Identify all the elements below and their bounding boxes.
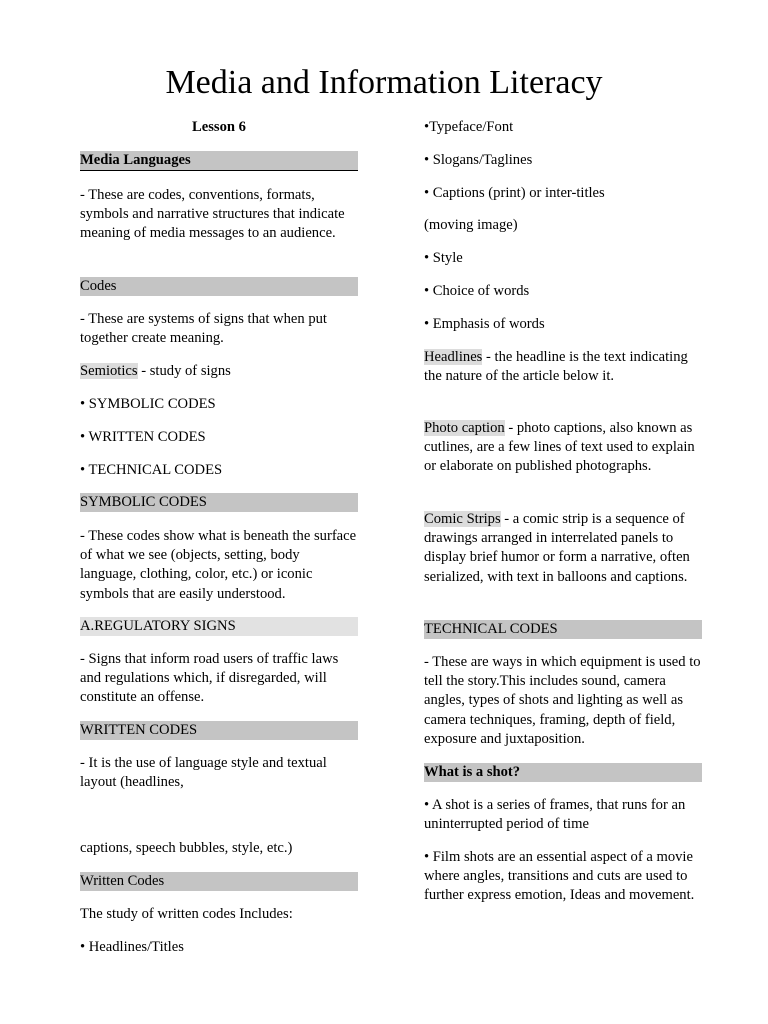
headlines-term: Headlines: [424, 349, 483, 365]
codes-text: - These are systems of signs that when put together create meaning.: [80, 311, 327, 347]
bullet-typeface: •Typeface/Font: [424, 119, 514, 135]
regulatory-signs-text: - Signs that inform road users of traffic laws and regulations which, if disregarded, will constitute an offense.: [80, 651, 339, 706]
bullet-emphasis-of-words: • Emphasis of words: [424, 316, 545, 332]
bullet-written-codes: • WRITTEN CODES: [80, 429, 206, 445]
film-shots-text: • Film shots are an essential aspect of a movie where angles, transitions and cuts are used to further express emotion, Ideas and movement.: [424, 849, 695, 904]
bullet-style: • Style: [424, 250, 463, 266]
shot-definition: • A shot is a series of frames, that runs for an uninterrupted period of time: [424, 797, 686, 833]
semiotics-line: [80, 362, 358, 381]
bullet-captions: • Captions (print) or inter-titles: [424, 185, 605, 201]
bullet-symbolic-codes: • SYMBOLIC CODES: [80, 396, 216, 412]
comic-strips-definition: [424, 510, 702, 587]
semiotics-definition: - study of signs: [137, 363, 231, 379]
semiotics-term: Semiotics: [80, 363, 138, 379]
photo-caption-term: Photo caption: [424, 420, 505, 436]
regulatory-signs-heading: A.REGULATORY SIGNS: [80, 617, 358, 636]
written-codes-text: - It is the use of language style and textual layout (headlines,: [80, 755, 327, 791]
comic-strips-text: - a comic strip is a sequence of drawings arranged in interrelated panels to display brief humor or form a narrative, often serialized, with text in balloons and captions.: [424, 511, 690, 585]
bullet-slogans: • Slogans/Taglines: [424, 152, 533, 168]
what-is-a-shot-heading: What is a shot?: [424, 763, 702, 782]
headlines-text: - the headline is the text indicating the nature of the article below it.: [424, 349, 688, 385]
codes-heading: Codes: [80, 277, 358, 296]
symbolic-codes-heading: SYMBOLIC CODES: [80, 493, 358, 512]
lesson-label: Lesson 6: [192, 119, 246, 135]
comic-strips-term: Comic Strips: [424, 511, 501, 527]
symbolic-codes-text: - These codes show what is beneath the surface of what we see (objects, setting, body language, clothing, color, etc.) or iconic symbols that are easily understood.: [80, 528, 357, 602]
study-of-written-codes: The study of written codes Includes:: [80, 906, 293, 922]
photo-caption-definition: [424, 419, 702, 477]
media-languages-text: - These are codes, conventions, formats, symbols and narrative structures that indicate meaning of media messages to an audience.: [80, 187, 345, 242]
photo-caption-text: - photo captions, also known as cutlines, are a few lines of text used to explain or elaborate on published photographs.: [424, 420, 695, 475]
media-languages-heading: Media Languages: [80, 151, 358, 171]
moving-image-note: (moving image): [424, 217, 518, 233]
bullet-technical-codes: • TECHNICAL CODES: [80, 462, 223, 478]
page-title: Media and Information Literacy: [165, 64, 603, 101]
written-codes-heading: WRITTEN CODES: [80, 721, 358, 740]
technical-codes-text: - These are ways in which equipment is used to tell the story.This includes sound, camera angles, types of shots and lighting as well as camera techniques, framing, depth of field, exposure and juxtaposition.: [424, 654, 701, 747]
bullet-choice-of-words: • Choice of words: [424, 283, 530, 299]
technical-codes-heading: TECHNICAL CODES: [424, 620, 702, 639]
written-codes-text-continued: captions, speech bubbles, style, etc.): [80, 840, 293, 856]
bullet-headlines-titles: • Headlines/Titles: [80, 939, 184, 955]
headlines-definition: [424, 348, 702, 386]
written-codes-subheading: Written Codes: [80, 872, 358, 891]
